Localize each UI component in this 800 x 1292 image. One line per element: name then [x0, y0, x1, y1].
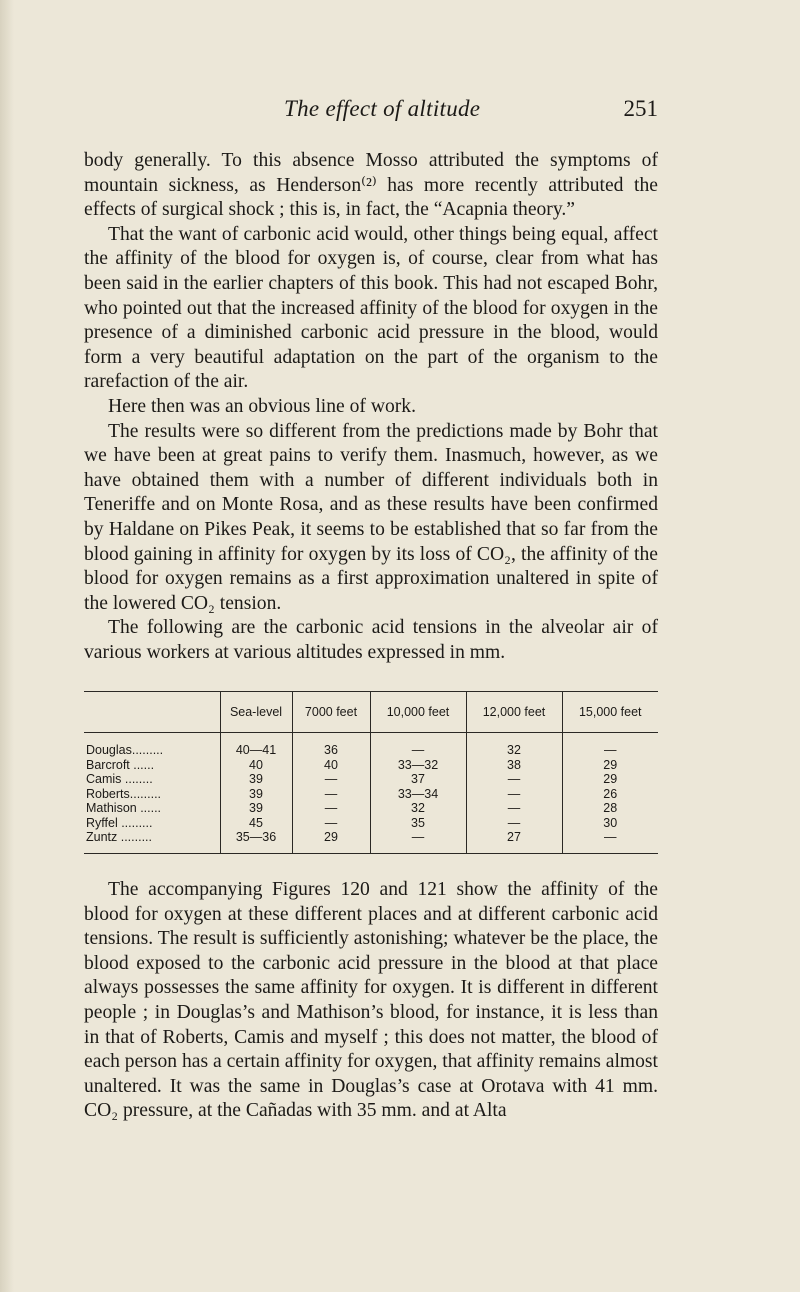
header-12000-feet: 12,000 feet — [466, 692, 562, 733]
page-number: 251 — [623, 96, 658, 121]
paragraph: body generally. To this absence Mosso attributed the symptoms of mountain sickness, as Henderson⁽²⁾ has more recently attributed the effects of surgical shock ; this is, in fact, the “Acapnia theory.” — [84, 150, 658, 221]
cell-value: — — [466, 787, 562, 802]
table-row — [84, 733, 658, 758]
cell-value: 36 — [292, 733, 370, 758]
book-spine-shadow — [0, 0, 14, 1292]
cell-value: — — [466, 772, 562, 787]
cell-name: Camis ........ — [86, 772, 153, 787]
cell-value: 29 — [562, 772, 658, 787]
table-row — [84, 758, 658, 773]
table-row — [84, 801, 658, 816]
cell-value: — — [292, 801, 370, 816]
cell-value: — — [466, 816, 562, 831]
cell-value: 40—41 — [220, 733, 292, 758]
paragraph: The accompanying Figures 120 and 121 show the affinity of the blood for oxygen at these different places and at different carbonic acid tensions. The result is sufficiently astonishing; whatever be the place, the blood exposed to the carbonic acid pressure in the blood at that place always possesses the same affinity for oxygen. It is different in different people ; in Douglas’s and Mathison’s blood, for instance, it is less than in that of Roberts, Camis and myself ; this does not matter, the blood of each person has a certain affinity for oxygen, that affinity remains almost unaltered. It was the same in Douglas’s case at Orotava with 41 mm. CO₂ pressure, at the Cañadas with 35 mm. and at Alta — [84, 878, 658, 1122]
cell-name: Zuntz ......... — [86, 830, 152, 845]
cell-value: 27 — [466, 830, 562, 853]
cell-value: — — [562, 830, 658, 853]
header-15000-feet: 15,000 feet — [562, 692, 658, 733]
book-page — [84, 96, 658, 1124]
cell-value: 39 — [220, 772, 292, 787]
cell-value: 38 — [466, 758, 562, 773]
header-10000-feet: 10,000 feet — [370, 692, 466, 733]
paragraph: Here then was an obvious line of work. — [108, 395, 416, 417]
header-blank — [84, 692, 220, 733]
table-row — [84, 787, 658, 802]
cell-value: — — [292, 816, 370, 831]
cell-value: 26 — [562, 787, 658, 802]
cell-value: 39 — [220, 787, 292, 802]
header-sea-level: Sea-level — [220, 692, 292, 733]
cell-value: 40 — [292, 758, 370, 773]
cell-value: 29 — [562, 758, 658, 773]
cell-value: — — [292, 787, 370, 802]
cell-value: 35 — [370, 816, 466, 831]
table-header-row — [84, 692, 658, 733]
cell-name: Barcroft ...... — [86, 757, 155, 772]
cell-value: 35—36 — [220, 830, 292, 853]
cell-value: — — [466, 801, 562, 816]
cell-value: 32 — [466, 733, 562, 758]
co2-tension-table — [84, 691, 658, 854]
cell-value: — — [370, 830, 466, 853]
cell-value: — — [370, 733, 466, 758]
table-row — [84, 830, 658, 853]
paragraph: The results were so different from the predictions made by Bohr that we have been at great pains to verify them. Inasmuch, however, as we have obtained them with a number of different individuals both in Teneriffe and on Monte Rosa, and as these results have been confirmed by Haldane on Pikes Peak, it seems to be established that so far from the blood gaining in affinity for oxygen by its loss of CO₂, the affinity of the blood for oxygen remains as a first approximation unaltered in spite of the lowered CO₂ tension. — [84, 420, 658, 614]
cell-name: Douglas......... — [86, 743, 164, 758]
cell-value: 32 — [370, 801, 466, 816]
cell-value: 45 — [220, 816, 292, 831]
running-title: The effect of altitude — [284, 96, 481, 121]
cell-name: Roberts......... — [86, 786, 162, 801]
cell-name: Mathison ...... — [86, 801, 162, 816]
paragraph: The following are the carbonic acid tensions in the alveolar air of various workers at various altitudes expressed in mm. — [84, 617, 658, 663]
paragraph: That the want of carbonic acid would, other things being equal, affect the affinity of the blood for oxygen is, of course, clear from what has been said in the earlier chapters of this book. This had not escaped Bohr, who pointed out that the increased affinity of the blood for oxygen in the presence of a diminished carbonic acid pressure in the blood, would form a very beautiful adaptation on the part of the organism to the rarefaction of the air. — [84, 223, 658, 393]
cell-value: 30 — [562, 816, 658, 831]
running-header — [84, 96, 658, 136]
cell-value: 33—32 — [370, 758, 466, 773]
cell-value: 28 — [562, 801, 658, 816]
co2-tension-table-wrapper — [84, 691, 658, 854]
cell-value: — — [292, 772, 370, 787]
cell-value: 37 — [370, 772, 466, 787]
table-row — [84, 816, 658, 831]
cell-value: 29 — [292, 830, 370, 853]
cell-value: 40 — [220, 758, 292, 773]
cell-value: — — [562, 733, 658, 758]
cell-value: 39 — [220, 801, 292, 816]
header-7000-feet: 7000 feet — [292, 692, 370, 733]
cell-value: 33—34 — [370, 787, 466, 802]
table-row — [84, 772, 658, 787]
cell-name: Ryffel ......... — [86, 815, 153, 830]
